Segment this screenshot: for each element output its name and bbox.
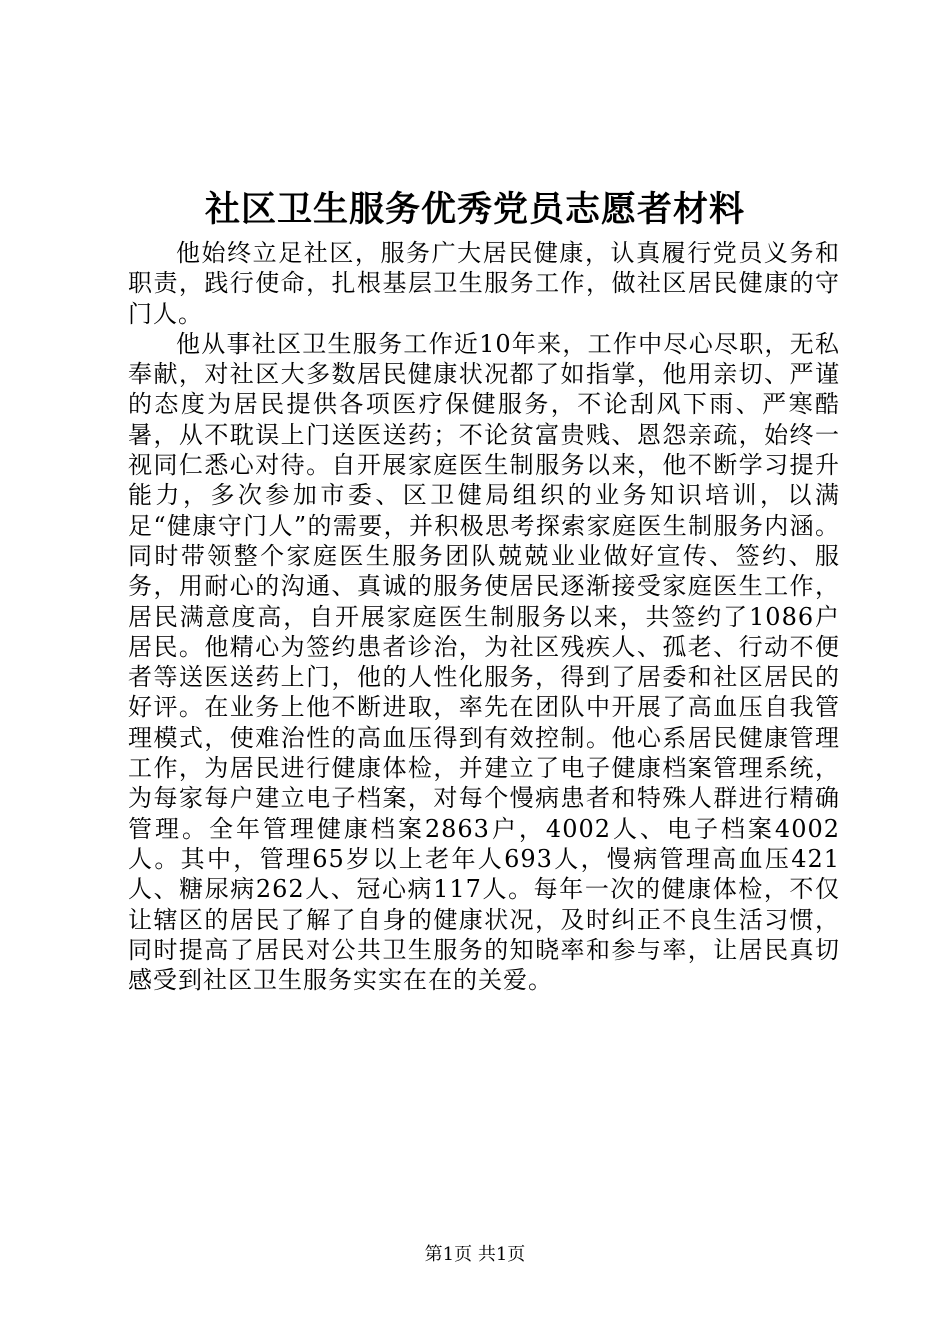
paragraph: 他始终立足社区，服务广大居民健康，认真履行党员义务和职责，践行使命，扎根基层卫生服务工作，做社区居民健康的守门人。: [128, 239, 840, 328]
page-number-footer: 第1页 共1页: [424, 1244, 526, 1265]
document-body: [128, 238, 840, 995]
document-title: 社区卫生服务优秀党员志愿者材料: [204, 189, 745, 230]
paragraph: 他从事社区卫生服务工作近10年来，工作中尽心尽职，无私奉献，对社区大多数居民健康状况都了如指掌，他用亲切、严谨的态度为居民提供各项医疗保健服务，不论刮风下雨、严寒酷暑，从不耽误上门送医送药；不论贫富贵贱、恩怨亲疏，始终一视同仁悉心对待。自开展家庭医生制服务以来，他不断学习提升能力，多次参加市委、区卫健局组织的业务知识培训，以满足“健康守门人”的需要，并积极思考探索家庭医生制服务内涵。同时带领整个家庭医生服务团队兢兢业业做好宣传、签约、服务，用耐心的沟通、真诚的服务使居民逐渐接受家庭医生工作，居民满意度高，自开展家庭医生制服务以来，共签约了1086户居民。他精心为签约患者诊治，为社区残疾人、孤老、行动不便者等送医送药上门，他的人性化服务，得到了居委和社区居民的好评。在业务上他不断进取，率先在团队中开展了高血压自我管理模式，使难治性的高血压得到有效控制。他心系居民健康管理工作，为居民进行健康体检，并建立了电子健康档案管理系统，为每家每户建立电子档案，对每个慢病患者和特殊人群进行精确管理。全年管理健康档案2863户，4002人、电子档案4002人。其中，管理65岁以上老年人693人，慢病管理高血压421人、糖尿病262人、冠心病117人。每年一次的健康体检，不仅让辖区的居民了解了自身的健康状况，及时纠正不良生活习惯，同时提高了居民对公共卫生服务的知晓率和参与率，让居民真切感受到社区卫生服务实实在在的关爱。: [128, 329, 840, 995]
